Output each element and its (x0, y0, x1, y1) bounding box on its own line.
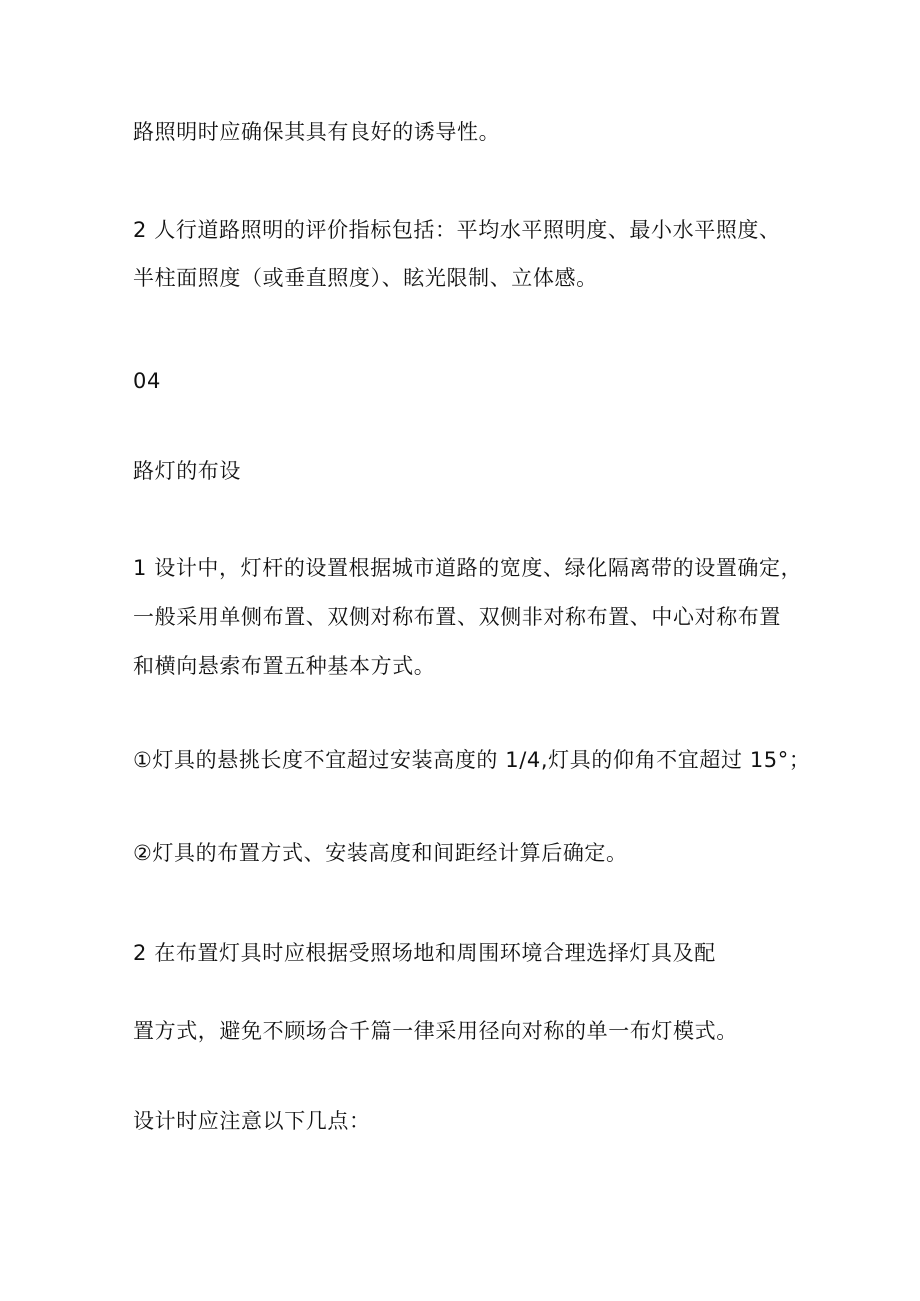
paragraph-arrangement-line-1: 2 在布置灯具时应根据受照场地和周围环境合理选择灯具及配 (133, 941, 716, 965)
paragraph-notes-intro: 设计时应注意以下几点： (133, 1109, 371, 1133)
paragraph-evaluation-line-2: 半柱面照度（或垂直照度）、眩光限制、立体感。 (133, 266, 598, 290)
paragraph-arrangement-line-2: 置方式，避免不顾场合千篇一律采用径向对称的单一布灯模式。 (133, 1019, 738, 1043)
list-item-1: ①灯具的悬挑长度不宜超过安装高度的 1/4,灯具的仰角不宜超过 15°； (133, 748, 811, 772)
paragraph-design-line-1: 1 设计中，灯杆的设置根据城市道路的宽度、绿化隔离带的设置确定， (133, 556, 803, 580)
paragraph-design-line-3: 和横向悬索布置五种基本方式。 (133, 654, 436, 678)
paragraph-design-line-2: 一般采用单侧布置、双侧对称布置、双侧非对称布置、中心对称布置 (133, 605, 781, 629)
section-title: 路灯的布设 (133, 459, 241, 483)
paragraph-guidance-line-1: 路照明时应确保其具有良好的诱导性。 (133, 120, 501, 144)
section-number: 04 (133, 369, 161, 393)
list-item-2: ②灯具的布置方式、安装高度和间距经计算后确定。 (133, 841, 628, 865)
paragraph-evaluation-line-1: 2 人行道路照明的评价指标包括：平均水平照明度、最小水平照度、 (133, 218, 781, 242)
